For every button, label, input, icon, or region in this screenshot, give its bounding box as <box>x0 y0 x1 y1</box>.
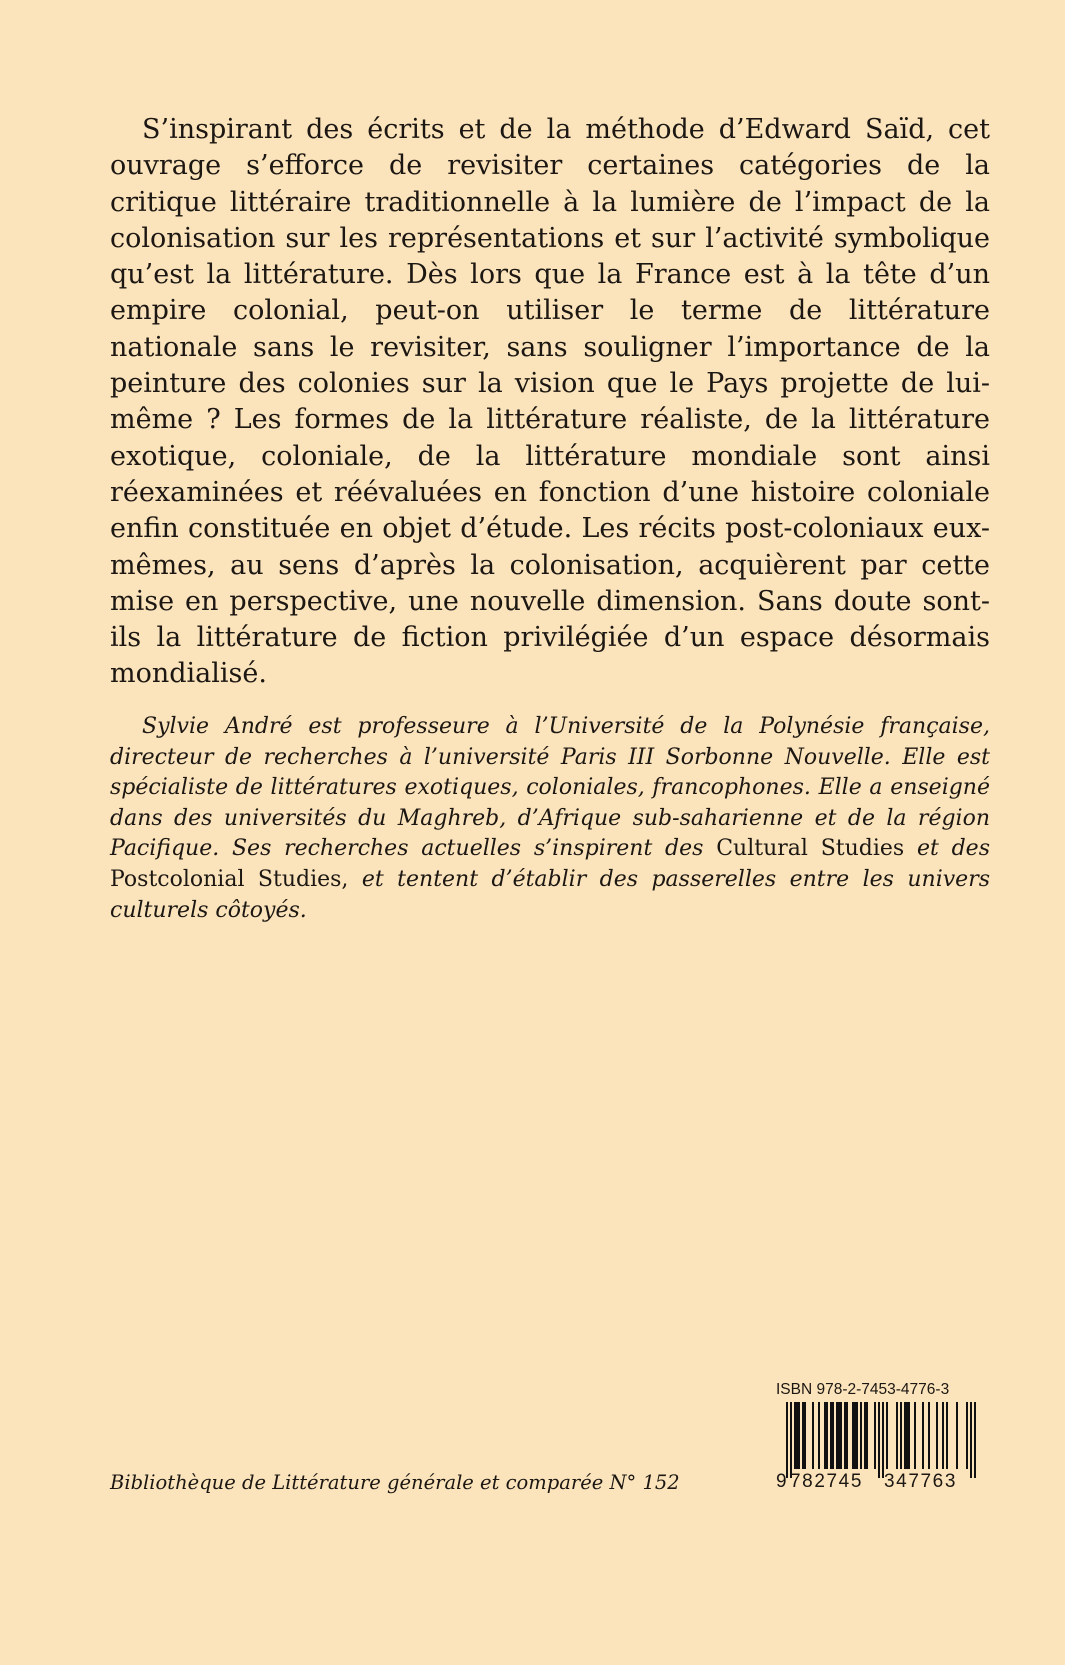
barcode-digits-left: 782745 <box>790 1471 864 1492</box>
barcode-bar <box>966 1402 968 1469</box>
barcode-bar <box>900 1402 902 1469</box>
barcode-bar <box>886 1402 888 1469</box>
author-bio <box>110 712 990 926</box>
barcode-bar <box>864 1402 868 1469</box>
barcode <box>776 1402 982 1495</box>
barcode-bar <box>844 1402 848 1469</box>
barcode-bar <box>818 1402 820 1469</box>
barcode-digit-first: 9 <box>776 1471 787 1492</box>
barcode-bar <box>896 1402 898 1469</box>
barcode-bar <box>852 1402 858 1469</box>
barcode-bar <box>786 1402 788 1478</box>
barcode-bar <box>922 1402 924 1469</box>
barcode-digits <box>776 1469 982 1495</box>
back-cover-summary: S’inspirant des écrits et de la méthode d’Edward Saïd, cet ouvrage s’efforce de revisiter certaines catégories de la critique littéraire traditionnelle à la lumière de l’impact de la colonisation sur les représentations et sur l’activité symbolique qu’est la littérature. Dès lors que la France est à la tête d’un empire colonial, peut-on utiliser le terme de littérature nationale sans le revisiter, sans souligner l’importance de la peinture des colonies sur la vision que le Pays projette de lui-même ? Les formes de la littérature réaliste, de la littérature exotique, coloniale, de la littérature mondiale sont ainsi réexaminées et réévaluées en fonction d’une histoire coloniale enfin constituée en objet d’étude. Les récits post-coloniaux eux-mêmes, au sens d’après la colonisation, acquièrent par cette mise en perspective, une nouvelle dimension. Sans doute sont-ils la littérature de fiction privilégiée d’un espace désormais mondialisé. <box>110 114 990 690</box>
barcode-bar <box>914 1402 916 1469</box>
barcode-bar <box>928 1402 930 1469</box>
author-bio-term-cultural-studies: Cultural Studies <box>716 836 905 862</box>
barcode-bar <box>956 1402 958 1469</box>
barcode-bar <box>824 1402 828 1469</box>
barcode-bar <box>936 1402 938 1469</box>
barcode-bar <box>970 1402 972 1478</box>
barcode-bar <box>882 1402 884 1478</box>
barcode-digits-right: 347763 <box>884 1471 958 1492</box>
author-bio-term-postcolonial-studies: Postcolonial Studies, <box>110 866 349 892</box>
isbn-label: ISBN 978-2-7453-4776-3 <box>776 1381 950 1398</box>
barcode-bar <box>812 1402 814 1469</box>
isbn-block <box>776 1380 982 1495</box>
barcode-bar <box>790 1402 792 1478</box>
barcode-bar <box>878 1402 880 1478</box>
barcode-bar <box>904 1402 910 1469</box>
barcode-bar <box>974 1402 976 1478</box>
author-bio-part3: et tentent d’établir des passerelles entre les univers culturels côtoyés. <box>110 866 990 923</box>
barcode-bar <box>942 1402 944 1469</box>
barcode-bar <box>874 1402 876 1469</box>
barcode-bar <box>860 1402 862 1469</box>
barcode-bar <box>802 1402 806 1469</box>
barcode-bar <box>830 1402 834 1469</box>
barcode-bar <box>836 1402 842 1469</box>
series-label: Bibliothèque de Littérature générale et comparée N° 152 <box>110 1471 680 1494</box>
barcode-bar <box>794 1402 800 1469</box>
author-bio-part2: et des <box>916 836 990 862</box>
author-bio-part1: Sylvie André est professeure à l’Université de la Polynésie française, directeur de recherches à l’université Paris III Sorbonne Nouvelle. Elle est spécialiste de littératures exotiques, coloniales, francophones. Elle a enseigné dans des universités du Maghreb, d’Afrique sub-saharienne et de la région Pacifique. Ses recherches actuelles s’inspirent des <box>110 714 990 862</box>
barcode-bar <box>946 1402 948 1469</box>
